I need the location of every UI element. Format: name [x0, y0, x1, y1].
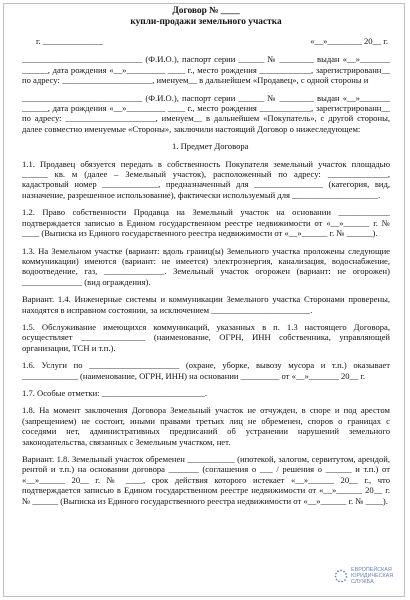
clause-1-4-variant: Вариант. 1.4. Инженерные системы и коммуникации Земельного участка Сторонами проверены, находятся в исправном состоянии, за исключением _______________________.	[22, 294, 390, 315]
party-seller: ____________________________ (Ф.И.О.), паспорт серии ______ № ________ выдан «__»_______ ______, дата рождения «__»_________ ____ г., место рождения ____________, зарегистрированн__ по адресу: _____________________, именуем__ в дальнейшем «Продавец», с одной стороны и	[22, 54, 390, 86]
clause-1-5: 1.5. Обслуживание имеющихся коммуникаций, указанных в п. 1.3 настоящего Договора, осуществляет _______________ (наименование, ОГРН, ИНН собственника, управляющей организации, ТСН и т.п.).	[22, 321, 390, 353]
brand-logo	[334, 559, 398, 593]
clause-1-7: 1.7. Особые отметки: ________________________.	[22, 387, 207, 398]
clause-1-3: 1.3. На Земельном участке (вариант: вдоль границ(ы) Земельного участка проложены следующие коммуникации) имеются (вариант: не имеется) электроэнергия, канализация, водоснабжение, водоотведение, газ, ______________. Земельный участок огорожен (вариант: не огорожен) ______________ (вид ограждения).	[22, 245, 390, 287]
document-body	[22, 6, 390, 576]
section-title: 1. Предмет Договора	[172, 141, 249, 152]
stars-logo-icon	[334, 569, 348, 583]
date-line: «__»________ 20__ г.	[310, 36, 388, 46]
clause-1-1: 1.1. Продавец обязуется передать в собственность Покупателя земельный участок площадью ______ кв. м (далее – Земельный участок), расположенный по адресу: ______________, кадастровый номер _____________, предназначенный для ________________ (категория, вид, назначение, разрешенное использование), фактически используемый для ____________________.	[22, 158, 390, 200]
clause-1-8: 1.8. На момент заключения Договора Земельный участок не отчужден, в споре и под арестом (запрещением) не состоит, иными правами третьих лиц не обременен, споров о границах с соседями нет, административных предписаний об устранении нарушений земельного законодательства, связанных с Земельным участком, нет.	[22, 405, 390, 447]
logo-line-2: ЮРИДИЧЕСКАЯ	[351, 573, 394, 579]
clause-1-8-variant: Вариант. 1.8. Земельный участок обременен ___________ (ипотекой, залогом, сервитутом, арендой, рентой и т.п.) на основании договора _______ (соглашения о ___ / решения о ______ и т.п.) от «__»______ 20__ г. № ____, срок действия которого истекает «__»______ 20__ г., что подтверждается записью в Едином государственном реестре недвижимости от «__»______ 20__ г. № ______ (Выписка из Единого государственного реестра недвижимости от «__»______ г. № ____).	[22, 454, 390, 506]
clause-1-6: 1.6. Услуги по _____________________ (охране, уборке, вывозу мусора и т.п.) оказывает _____________ (наименование, ОГРН, ИНН) на основании _________ от «__»_______ 20__ г.	[22, 360, 390, 381]
logo-line-3: СЛУЖБА	[351, 579, 374, 585]
logo-line-1: ЕВРОПЕЙСКАЯ	[351, 567, 392, 573]
clause-1-2: 1.2. Право собственности Продавца на Земельный участок на основании ____________ подтверждается записью в Едином государственном реестре недвижимости от «__»______ г. № ____ (Выписка из Единого государственного реестра недвижимости от «__»______ г. № ______).	[22, 207, 390, 239]
document-subtitle: купли-продажи земельного участка	[130, 17, 282, 27]
place-date-row	[22, 36, 390, 46]
document-title: Договор № ____	[172, 6, 240, 16]
party-buyer: ____________________________ (Ф.И.О.), паспорт серии ______ № ________ выдан «__»_______ ______, дата рождения «__»_________ ____ г., место рождения ____________, зарегистрированн__ по адресу: _____________________, именуем__ в дальнейшем «Покупатель», с другой стороны, далее совместно именуемые «Стороны», заключили настоящий Договор о нижеследующем:	[22, 92, 390, 134]
logo-text	[351, 567, 393, 585]
place-line: г. ______________	[36, 36, 104, 46]
document-page	[3, 3, 405, 597]
